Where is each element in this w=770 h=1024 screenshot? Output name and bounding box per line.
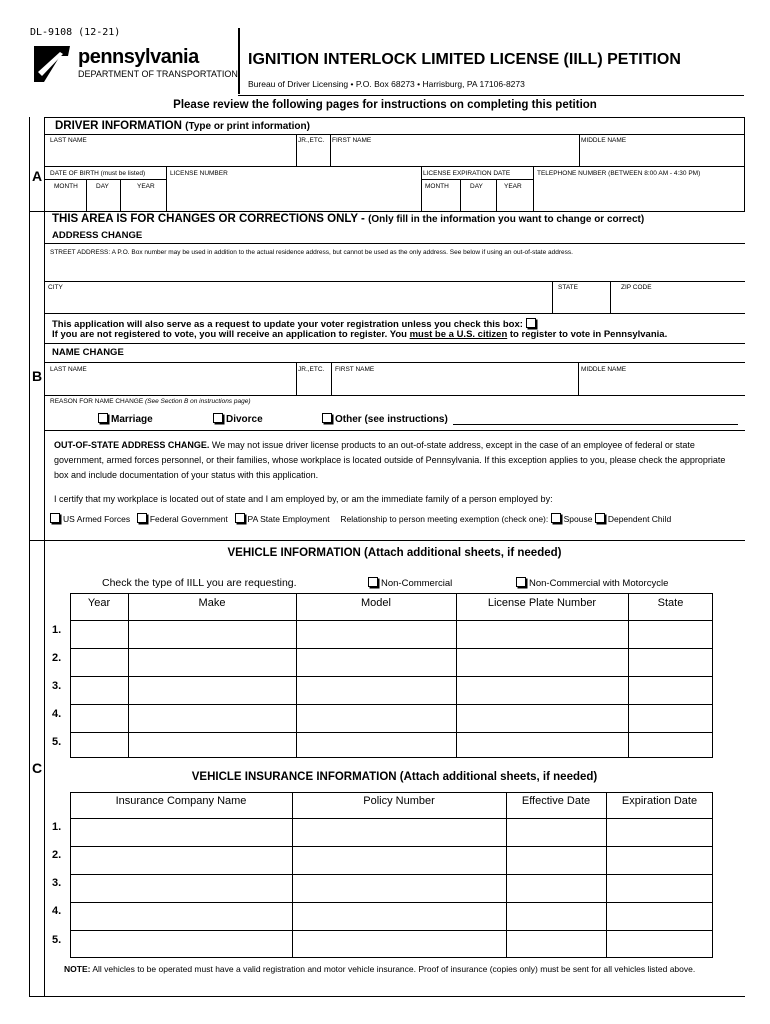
ins-row-2: 2. xyxy=(52,849,62,861)
telephone-field[interactable] xyxy=(535,180,743,210)
vehicle-row-1: 1. xyxy=(52,624,62,636)
vehicle-model-field-4[interactable] xyxy=(298,706,455,731)
dob-year-label: YEAR xyxy=(137,183,155,190)
other-checkbox[interactable] xyxy=(322,413,332,423)
nc-first-name-field[interactable] xyxy=(333,375,577,394)
vehicle-make-field-2[interactable] xyxy=(130,650,295,675)
vehicle-year-field-3[interactable] xyxy=(72,678,127,703)
divorce-option: Divorce xyxy=(213,413,263,425)
voter-line-2: If you are not registered to vote, you will receive an application to register. You must be a U.S. citizen to register to vote in Pennsylvania. xyxy=(52,329,668,340)
insurance-expiration-field-5[interactable] xyxy=(608,932,712,957)
exp-day-field[interactable] xyxy=(462,192,495,210)
first-name-field[interactable] xyxy=(332,145,578,165)
insurance-policy-field-1[interactable] xyxy=(294,820,505,845)
vehicle-col-make: Make xyxy=(198,597,226,609)
section-letter-b: B xyxy=(32,368,43,384)
state-label: STATE xyxy=(558,284,578,291)
vehicle-model-field-5[interactable] xyxy=(298,734,455,757)
vehicle-make-field-5[interactable] xyxy=(130,734,295,757)
vehicle-state-field-2[interactable] xyxy=(630,650,712,675)
nc-jr-label: JR.,ETC. xyxy=(298,366,325,373)
ins-col-policy: Policy Number xyxy=(363,795,435,807)
exp-year-label: YEAR xyxy=(504,183,522,190)
vehicle-plate-field-2[interactable] xyxy=(458,650,627,675)
last-name-label: LAST NAME xyxy=(50,137,87,144)
changes-title: THIS AREA IS FOR CHANGES OR CORRECTIONS ONLY - (Only fill in the information you want to change or correct) xyxy=(52,213,645,225)
insurance-effective-field-1[interactable] xyxy=(508,820,605,845)
note-text: NOTE: All vehicles to be operated must have a valid registration and motor vehicle insurance. Proof of insurance (copies only) must be sent for all vehicles listed above. xyxy=(64,964,696,974)
insurance-effective-field-3[interactable] xyxy=(508,876,605,901)
logo-sub: DEPARTMENT OF TRANSPORTATION xyxy=(78,69,238,79)
insurance-policy-field-4[interactable] xyxy=(294,904,505,929)
logo-name: pennsylvania xyxy=(78,46,199,68)
insurance-expiration-field-2[interactable] xyxy=(608,848,712,873)
insurance-policy-field-3[interactable] xyxy=(294,876,505,901)
vehicle-state-field-5[interactable] xyxy=(630,734,712,757)
insurance-effective-field-4[interactable] xyxy=(508,904,605,929)
dob-month-field[interactable] xyxy=(46,192,85,210)
city-label: CITY xyxy=(48,284,63,291)
pa-state-employment-checkbox[interactable] xyxy=(235,513,245,523)
marriage-checkbox[interactable] xyxy=(98,413,108,423)
vehicle-row-5: 5. xyxy=(52,736,62,748)
ins-row-1: 1. xyxy=(52,821,62,833)
dob-year-field[interactable] xyxy=(122,192,165,210)
exp-month-label: MONTH xyxy=(425,183,449,190)
street-address-label: STREET ADDRESS: A P.O. Box number may be used in addition to the actual residence address, but cannot be used as the only address. See below if using an out-of-state address. xyxy=(50,249,573,256)
driver-info-title: DRIVER INFORMATION (Type or print information) xyxy=(55,120,310,132)
vehicle-plate-field-3[interactable] xyxy=(458,678,627,703)
insurance-policy-field-2[interactable] xyxy=(294,848,505,873)
vehicle-col-year: Year xyxy=(87,597,111,609)
vehicle-plate-field-5[interactable] xyxy=(458,734,627,757)
middle-name-field[interactable] xyxy=(581,145,743,165)
vehicle-year-field-2[interactable] xyxy=(72,650,127,675)
keystone-logo-icon xyxy=(30,44,74,84)
federal-government-checkbox[interactable] xyxy=(137,513,147,523)
insurance-company-field-5[interactable] xyxy=(72,932,291,957)
insurance-company-field-4[interactable] xyxy=(72,904,291,929)
armed-forces-checkbox[interactable] xyxy=(50,513,60,523)
insurance-effective-field-2[interactable] xyxy=(508,848,605,873)
vehicle-col-plate: License Plate Number xyxy=(487,597,597,609)
section-letter-c: C xyxy=(32,760,43,776)
vehicle-row-4: 4. xyxy=(52,708,62,720)
ins-col-expiration: Expiration Date xyxy=(621,795,698,807)
nc-last-name-field[interactable] xyxy=(46,375,295,394)
section-letter-a: A xyxy=(32,168,43,184)
insurance-expiration-field-3[interactable] xyxy=(608,876,712,901)
exp-day-label: DAY xyxy=(470,183,483,190)
vehicle-make-field-1[interactable] xyxy=(130,622,295,647)
page-title: IGNITION INTERLOCK LIMITED LICENSE (IILL) PETITION xyxy=(248,51,681,68)
dob-day-field[interactable] xyxy=(88,192,119,210)
nc-first-name-label: FIRST NAME xyxy=(335,366,375,373)
vehicle-row-3: 3. xyxy=(52,680,62,692)
insurance-expiration-field-1[interactable] xyxy=(608,820,712,845)
non-commercial-checkbox[interactable] xyxy=(368,577,378,587)
first-name-label: FIRST NAME xyxy=(332,137,372,144)
vehicle-plate-field-4[interactable] xyxy=(458,706,627,731)
ins-col-company: Insurance Company Name xyxy=(115,795,247,807)
insurance-title: VEHICLE INSURANCE INFORMATION (Attach additional sheets, if needed) xyxy=(191,771,598,783)
dob-label: DATE OF BIRTH (must be listed) xyxy=(50,170,146,177)
spouse-checkbox[interactable] xyxy=(551,513,561,523)
vehicle-model-field-2[interactable] xyxy=(298,650,455,675)
insurance-expiration-field-4[interactable] xyxy=(608,904,712,929)
vehicle-make-field-4[interactable] xyxy=(130,706,295,731)
form-id: DL-9108 (12-21) xyxy=(30,27,121,38)
state-field[interactable] xyxy=(554,293,609,312)
ins-col-effective: Effective Date xyxy=(521,795,591,807)
zip-label: ZIP CODE xyxy=(621,284,652,291)
license-number-field[interactable] xyxy=(168,180,420,210)
dependent-child-checkbox[interactable] xyxy=(595,513,605,523)
nc-last-name-label: LAST NAME xyxy=(50,366,87,373)
marriage-option: Marriage xyxy=(98,413,153,425)
vehicle-model-field-3[interactable] xyxy=(298,678,455,703)
voter-line-1: This application will also serve as a request to update your voter registration unless you check this box: xyxy=(52,318,539,330)
out-of-state-paragraph: OUT-OF-STATE ADDRESS CHANGE. We may not issue driver license products to an out-of-state address, except in the case of an employee of federal or state government, armed forces personnel, or their families, whose workplace is located outside of Pennsylvania. If this exception applies to you, please check the appropriate box and include documentation of your status with this application. xyxy=(54,440,726,480)
insurance-policy-field-5[interactable] xyxy=(294,932,505,957)
vehicle-state-field-4[interactable] xyxy=(630,706,712,731)
non-commercial-moto-option: Non-Commercial with Motorcycle xyxy=(516,577,668,589)
vehicle-row-2: 2. xyxy=(52,652,62,664)
voter-optout-checkbox[interactable] xyxy=(526,318,536,328)
oos-options: US Armed Forces Federal Government PA State Employment Relationship to person meeting exemption (check one): Spouse Dependent Child xyxy=(50,513,671,525)
non-commercial-option: Non-Commercial xyxy=(368,577,452,589)
address-change-heading: ADDRESS CHANGE xyxy=(52,230,143,241)
other-option: Other (see instructions) xyxy=(322,413,448,425)
check-type-text: Check the type of IILL you are requesting. xyxy=(102,577,297,589)
ins-row-3: 3. xyxy=(52,877,62,889)
vehicle-year-field-5[interactable] xyxy=(72,734,127,757)
license-number-label: LICENSE NUMBER xyxy=(170,170,228,177)
ins-row-5: 5. xyxy=(52,934,62,946)
vehicle-state-field-3[interactable] xyxy=(630,678,712,703)
vehicle-plate-field-1[interactable] xyxy=(458,622,627,647)
city-field[interactable] xyxy=(46,293,551,312)
vehicle-year-field-1[interactable] xyxy=(72,622,127,647)
dob-month-label: MONTH xyxy=(54,183,78,190)
vehicle-state-field-1[interactable] xyxy=(630,622,712,647)
insurance-company-field-2[interactable] xyxy=(72,848,291,873)
nc-middle-name-label: MIDDLE NAME xyxy=(581,366,627,373)
ins-row-4: 4. xyxy=(52,905,62,917)
divorce-checkbox[interactable] xyxy=(213,413,223,423)
vehicle-model-field-1[interactable] xyxy=(298,622,455,647)
dob-day-label: DAY xyxy=(96,183,109,190)
middle-name-label: MIDDLE NAME xyxy=(581,137,627,144)
nc-middle-name-field[interactable] xyxy=(580,375,743,394)
zip-field[interactable] xyxy=(612,293,743,312)
vehicle-title: VEHICLE INFORMATION (Attach additional sheets, if needed) xyxy=(227,547,562,559)
vehicle-col-state: State xyxy=(657,597,684,609)
telephone-label: TELEPHONE NUMBER (BETWEEN 8:00 AM - 4:30 PM) xyxy=(537,170,701,177)
vehicle-year-field-4[interactable] xyxy=(72,706,127,731)
certify-text: I certify that my workplace is located out of state and I am employed by, or am the immediate family of a person employed by: xyxy=(54,494,553,504)
insurance-effective-field-5[interactable] xyxy=(508,932,605,957)
instructions-note: Please review the following pages for instructions on completing this petition xyxy=(173,99,597,111)
other-reason-field[interactable] xyxy=(453,424,738,425)
exp-month-field[interactable] xyxy=(423,192,459,210)
license-exp-label: LICENSE EXPIRATION DATE xyxy=(423,170,511,177)
insurance-company-field-1[interactable] xyxy=(72,820,291,845)
jr-label: JR.,ETC. xyxy=(298,137,325,144)
name-change-heading: NAME CHANGE xyxy=(52,347,124,358)
last-name-field[interactable] xyxy=(46,145,295,165)
exp-year-field[interactable] xyxy=(498,192,532,210)
reason-label: REASON FOR NAME CHANGE (See Section B on instructions page) xyxy=(50,398,251,405)
vehicle-make-field-3[interactable] xyxy=(130,678,295,703)
header-rule xyxy=(238,95,744,96)
vehicle-col-model: Model xyxy=(361,597,391,609)
header-divider xyxy=(238,28,240,94)
bureau-address: Bureau of Driver Licensing • P.O. Box 68273 • Harrisburg, PA 17106-8273 xyxy=(248,79,525,89)
section-bar-left xyxy=(29,117,30,997)
street-address-field[interactable] xyxy=(46,258,743,280)
non-commercial-moto-checkbox[interactable] xyxy=(516,577,526,587)
insurance-company-field-3[interactable] xyxy=(72,876,291,901)
